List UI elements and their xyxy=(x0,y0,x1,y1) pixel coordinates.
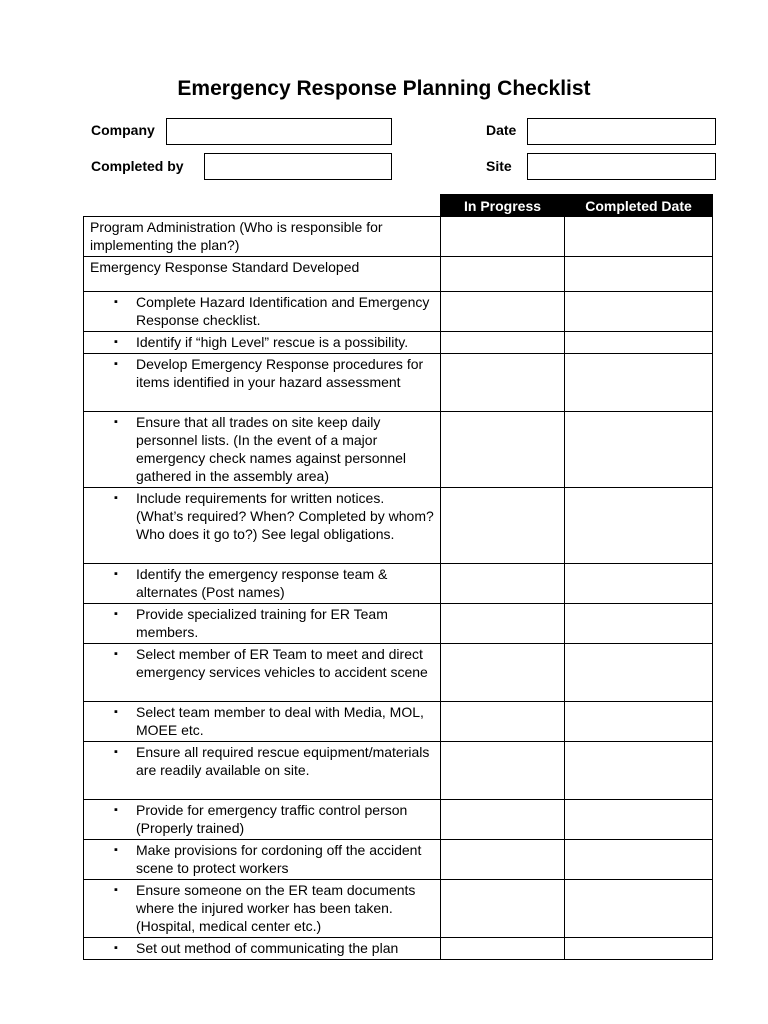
completed-date-cell[interactable] xyxy=(565,800,713,840)
completed-date-cell[interactable] xyxy=(565,702,713,742)
table-row xyxy=(84,217,713,257)
completed-date-cell[interactable] xyxy=(565,332,713,354)
site-field[interactable] xyxy=(527,153,716,180)
bullet-icon: ▪ xyxy=(114,358,118,370)
table-row xyxy=(84,840,713,880)
checklist-item-text: Provide specialized training for ER Team members. xyxy=(136,606,388,640)
checklist-item-text: Identify the emergency response team & alternates (Post names) xyxy=(136,566,388,600)
checklist-item-text: Select team member to deal with Media, MOL, MOEE etc. xyxy=(136,704,424,738)
bullet-icon: ▪ xyxy=(114,706,118,718)
bullet-icon: ▪ xyxy=(114,568,118,580)
in-progress-cell[interactable] xyxy=(441,488,565,564)
table-row xyxy=(84,488,713,564)
checklist-item xyxy=(84,488,441,564)
completed-date-cell[interactable] xyxy=(565,840,713,880)
checklist-item-text: Complete Hazard Identification and Emergency Response checklist. xyxy=(136,294,430,328)
checklist-item xyxy=(84,800,441,840)
checklist-item xyxy=(84,354,441,412)
completed-by-field[interactable] xyxy=(204,153,392,180)
completed-date-cell[interactable] xyxy=(565,880,713,938)
checklist-item xyxy=(84,840,441,880)
checklist-item-text: Identify if “high Level” rescue is a possibility. xyxy=(136,334,409,350)
checklist-item xyxy=(84,332,441,354)
bullet-icon: ▪ xyxy=(114,608,118,620)
checklist-item xyxy=(84,564,441,604)
column-header-completed-date: Completed Date xyxy=(565,195,713,217)
checklist-item-text: Set out method of communicating the plan xyxy=(136,940,399,956)
site-label: Site xyxy=(486,158,512,174)
completed-date-cell[interactable] xyxy=(565,292,713,332)
bullet-icon: ▪ xyxy=(114,804,118,816)
in-progress-cell[interactable] xyxy=(441,257,565,292)
date-label: Date xyxy=(486,122,517,138)
bullet-icon: ▪ xyxy=(114,492,118,504)
bullet-icon: ▪ xyxy=(114,296,118,308)
table-row xyxy=(84,742,713,800)
in-progress-cell[interactable] xyxy=(441,840,565,880)
document-title: Emergency Response Planning Checklist xyxy=(177,77,591,100)
column-header-in-progress: In Progress xyxy=(441,195,565,217)
completed-date-cell[interactable] xyxy=(565,604,713,644)
checklist-item xyxy=(84,880,441,938)
table-row xyxy=(84,800,713,840)
in-progress-cell[interactable] xyxy=(441,354,565,412)
section-heading: Emergency Response Standard Developed xyxy=(84,257,441,292)
checklist-item xyxy=(84,938,441,960)
bullet-icon: ▪ xyxy=(114,648,118,660)
checklist-item xyxy=(84,604,441,644)
bullet-icon: ▪ xyxy=(114,884,118,896)
table-row xyxy=(84,332,713,354)
in-progress-cell[interactable] xyxy=(441,742,565,800)
table-row xyxy=(84,880,713,938)
bullet-icon: ▪ xyxy=(114,942,118,954)
checklist-table xyxy=(83,194,713,960)
table-row xyxy=(84,564,713,604)
table-row xyxy=(84,938,713,960)
checklist-item xyxy=(84,644,441,702)
checklist-item-text: Select member of ER Team to meet and direct emergency services vehicles to accident scene xyxy=(136,646,428,680)
completed-date-cell[interactable] xyxy=(565,412,713,488)
checklist-item-text: Provide for emergency traffic control person (Properly trained) xyxy=(136,802,408,836)
in-progress-cell[interactable] xyxy=(441,292,565,332)
in-progress-cell[interactable] xyxy=(441,604,565,644)
in-progress-cell[interactable] xyxy=(441,644,565,702)
table-row xyxy=(84,292,713,332)
section-heading: Program Administration (Who is responsible for implementing the plan?) xyxy=(84,217,441,257)
completed-date-cell[interactable] xyxy=(565,488,713,564)
table-row xyxy=(84,257,713,292)
table-row xyxy=(84,354,713,412)
completed-date-cell[interactable] xyxy=(565,564,713,604)
completed-date-cell[interactable] xyxy=(565,217,713,257)
table-row xyxy=(84,702,713,742)
in-progress-cell[interactable] xyxy=(441,702,565,742)
company-field[interactable] xyxy=(166,118,392,145)
date-field[interactable] xyxy=(527,118,716,145)
completed-date-cell[interactable] xyxy=(565,354,713,412)
header-blank xyxy=(84,195,441,217)
completed-date-cell[interactable] xyxy=(565,257,713,292)
bullet-icon: ▪ xyxy=(114,844,118,856)
in-progress-cell[interactable] xyxy=(441,412,565,488)
in-progress-cell[interactable] xyxy=(441,938,565,960)
in-progress-cell[interactable] xyxy=(441,800,565,840)
table-row xyxy=(84,644,713,702)
completed-date-cell[interactable] xyxy=(565,938,713,960)
checklist-item-text: Ensure all required rescue equipment/materials are readily available on site. xyxy=(136,744,430,778)
checklist-item-text: Develop Emergency Response procedures for items identified in your hazard assessment xyxy=(136,356,424,390)
checklist-item xyxy=(84,742,441,800)
checklist-item xyxy=(84,412,441,488)
bullet-icon: ▪ xyxy=(114,336,118,348)
company-label: Company xyxy=(91,122,155,138)
table-row xyxy=(84,604,713,644)
checklist-item-text: Ensure someone on the ER team documents where the injured worker has been taken. (Hospital, medical center etc.) xyxy=(136,882,416,934)
checklist-item xyxy=(84,702,441,742)
in-progress-cell[interactable] xyxy=(441,332,565,354)
in-progress-cell[interactable] xyxy=(441,217,565,257)
table-row xyxy=(84,412,713,488)
completed-by-label: Completed by xyxy=(91,158,184,174)
in-progress-cell[interactable] xyxy=(441,880,565,938)
bullet-icon: ▪ xyxy=(114,746,118,758)
completed-date-cell[interactable] xyxy=(565,742,713,800)
in-progress-cell[interactable] xyxy=(441,564,565,604)
checklist-item xyxy=(84,292,441,332)
checklist-item-text: Make provisions for cordoning off the accident scene to protect workers xyxy=(136,842,422,876)
completed-date-cell[interactable] xyxy=(565,644,713,702)
checklist-item-text: Ensure that all trades on site keep daily personnel lists. (In the event of a major emergency check names against personnel gathered in the assembly area) xyxy=(136,414,407,484)
bullet-icon: ▪ xyxy=(114,416,118,428)
checklist-item-text: Include requirements for written notices. (What’s required? When? Completed by whom? Who does it go to?) See legal obligations. xyxy=(136,490,434,542)
